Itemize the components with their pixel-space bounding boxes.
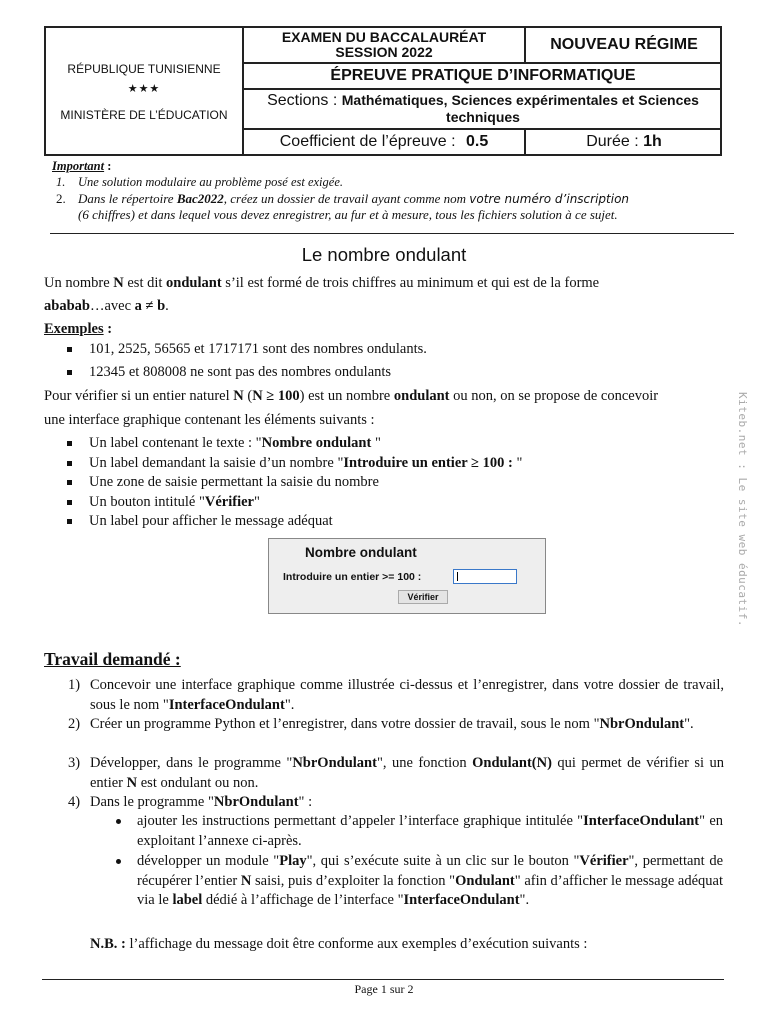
intro-n: N xyxy=(113,275,124,291)
intro-n: N xyxy=(233,388,244,404)
important-item-1-text: Une solution modulaire au problème posé est exigée. xyxy=(78,175,343,189)
sections-label: Sections : xyxy=(267,92,342,109)
list-item: Un label pour afficher le message adéquat xyxy=(44,512,724,532)
list-item: 12345 et 808008 ne sont pas des nombres ondulants xyxy=(44,363,724,383)
duree-value: 1h xyxy=(643,133,662,150)
bullet-dot xyxy=(116,819,121,824)
task-number: 4) xyxy=(68,794,81,810)
page-number: Page 1 sur 2 xyxy=(354,982,414,996)
header-left-block xyxy=(46,28,244,154)
important-item-2-a: Dans le répertoire xyxy=(78,191,177,206)
stars-emblem: ★★★ xyxy=(127,83,161,95)
gui-number-input[interactable] xyxy=(453,569,517,584)
intro-text: . xyxy=(165,298,169,314)
page-title: Le nombre ondulant xyxy=(301,244,467,265)
important-item-2-bold: Bac2022 xyxy=(176,191,224,206)
examples-list xyxy=(44,340,724,382)
text-cursor xyxy=(457,572,458,581)
task-number: 3) xyxy=(68,755,81,771)
intro-text: ) est un nombre xyxy=(299,388,394,404)
sections-value: Mathématiques, Sciences expérimentales et Sciences techniques xyxy=(341,92,699,125)
exam-session: SESSION 2022 xyxy=(335,44,433,60)
important-item-1-num: 1. xyxy=(56,175,66,189)
gui-prompt-label: Introduire un entier >= 100 : xyxy=(283,571,422,583)
coef-value: 0.5 xyxy=(466,133,489,150)
travail-heading: Travail demandé : xyxy=(44,649,181,669)
gui-verify-button[interactable]: Vérifier xyxy=(398,590,448,604)
intro-text: ( xyxy=(243,388,253,404)
intro-text: …avec xyxy=(89,298,135,314)
task-number: 1) xyxy=(68,677,81,693)
intro-ababab: ababab xyxy=(44,298,90,314)
task-number: 2) xyxy=(68,716,81,732)
coef-cell xyxy=(244,130,526,154)
examples-colon: : xyxy=(103,321,113,337)
intro-text: est dit xyxy=(123,275,167,291)
intro-paragraph-2 xyxy=(44,387,724,406)
subtask-2: développer un module "Play", qui s’exécute suite à un clic sur le bouton "Vérifier", permettant de récupérer l’entier N saisi, puis d’exploiter la fonction "Ondulant" afin d’afficher le message adéquat via le label dédié à l’affichage de l’interface "InterfaceOndulant". xyxy=(137,852,723,911)
intro-ondulant: ondulant xyxy=(166,275,222,291)
ministry-name: MINISTÈRE DE L’ÉDUCATION xyxy=(60,108,228,122)
nb-label: N.B. : xyxy=(90,936,126,952)
gui-title-label: Nombre ondulant xyxy=(305,545,417,560)
duree-cell xyxy=(524,130,722,154)
exam-title: EXAMEN DU BACCALAURÉAT xyxy=(281,29,487,45)
epreuve-title: PRATIQUE D’INFORMATIQUE xyxy=(411,67,636,84)
nb-text: l’affichage du message doit être conforme aux exemples d’exécution suivants : xyxy=(125,936,588,952)
examples-heading xyxy=(44,320,112,339)
important-item-2-d: (6 chiffres) et dans lequel vous devez enregistrer, au fur et à mesure, tous les fichiers solution à ce sujet. xyxy=(78,207,618,222)
intro-text: ou non, on se propose de concevoir xyxy=(449,388,659,404)
coef-label: Coefficient de l’épreuve : xyxy=(279,133,460,150)
important-section xyxy=(52,159,111,174)
intro-text: Un nombre xyxy=(44,275,114,291)
list-item: Un bouton intitulé "Vérifier" xyxy=(44,493,724,513)
examples-label: Exemples xyxy=(44,321,104,337)
intro-paragraph-1-end xyxy=(44,297,724,316)
important-item-2-c: votre numéro d’inscription xyxy=(469,192,630,206)
list-item: 101, 2525, 56565 et 1717171 sont des nombres ondulants. xyxy=(44,340,724,360)
subtask-1: ajouter les instructions permettant d’appeler l’interface graphique intitulée "InterfaceOndulant" en exploitant l’annexe ci-après. xyxy=(137,812,723,851)
intro-ondulant: ondulant xyxy=(393,388,450,404)
epreuve-prefix: ÉPREUVE xyxy=(330,67,412,84)
intro-paragraph-2-end: une interface graphique contenant les éléments suivants : xyxy=(44,412,375,428)
exam-title-cell xyxy=(244,28,526,64)
duree-label: Durée : xyxy=(586,133,644,150)
regime-label: NOUVEAU RÉGIME xyxy=(550,36,698,53)
regime-cell xyxy=(524,28,722,64)
important-colon: : xyxy=(104,159,112,173)
list-item: Une zone de saisie permettant la saisie du nombre xyxy=(44,473,724,493)
exam-header xyxy=(44,26,722,156)
intro-condition: N ≥ 100 xyxy=(252,388,300,404)
country-name: RÉPUBLIQUE TUNISIENNE xyxy=(67,62,221,76)
separator-top xyxy=(50,233,734,234)
important-item-2 xyxy=(56,191,736,207)
important-item-2-num: 2. xyxy=(56,191,66,206)
bullet-dot xyxy=(116,859,121,864)
intro-text: Pour vérifier si un entier naturel xyxy=(44,388,234,404)
list-item: Un label demandant la saisie d’un nombre "Introduire un entier ≥ 100 : " xyxy=(44,454,724,474)
epreuve-cell xyxy=(244,64,722,90)
elements-list xyxy=(44,434,724,532)
footer-separator xyxy=(42,979,724,980)
sections-cell xyxy=(244,90,722,130)
side-watermark: Kiteb.net : Le site web éducatif. xyxy=(736,392,749,628)
gui-preview-window xyxy=(268,538,546,614)
intro-text: s’il est formé de trois chiffres au minimum et qui est de la forme xyxy=(221,275,600,291)
intro-a-neq-b: a ≠ b xyxy=(134,298,166,314)
important-item-1 xyxy=(56,175,343,190)
important-title: Important xyxy=(52,159,105,173)
important-item-2-b: , créez un dossier de travail ayant comme nom xyxy=(223,191,470,206)
intro-paragraph-1 xyxy=(44,274,724,293)
list-item: Un label contenant le texte : "Nombre ondulant " xyxy=(44,434,724,454)
nb-note xyxy=(90,935,724,954)
